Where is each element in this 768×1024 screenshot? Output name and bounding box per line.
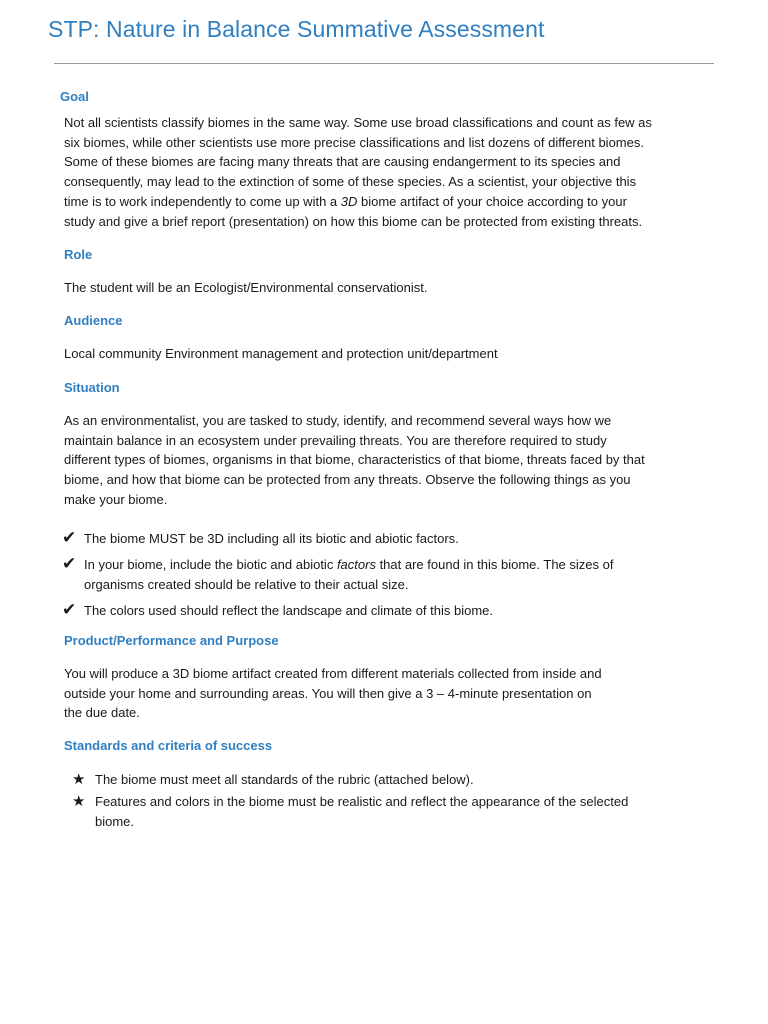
checklist-item-end: that are found in this biome. The sizes of: [375, 557, 614, 572]
situation-line-4: biome, and how that biome can be protected from any threats. Observe the following things as you: [64, 472, 631, 488]
standards-heading: Standards and criteria of success: [64, 738, 273, 753]
star-icon: ★: [72, 793, 86, 810]
goal-line-5: [64, 192, 714, 212]
standards-item-text: The biome must meet all standards of the rubric (attached below).: [95, 772, 474, 787]
document-title: STP: Nature in Balance Summative Assessment: [48, 16, 545, 42]
situation-heading: Situation: [64, 380, 120, 395]
audience-text: Local community Environment management and protection unit/department: [64, 346, 498, 361]
star-icon: ★: [72, 771, 86, 788]
goal-line-5-end: biome artifact of your choice according to your: [357, 193, 627, 209]
role-text: The student will be an Ecologist/Environmental conservationist.: [64, 280, 428, 295]
checkmark-icon: ✔: [62, 554, 77, 573]
goal-line-3: Some of these biomes are facing many threats that are causing endangerment to its species and: [64, 154, 621, 170]
situation-line-2: maintain balance in an ecosystem under prevailing threats. You are therefore required to study: [64, 432, 607, 448]
situation-line-5: make your biome.: [64, 491, 168, 507]
goal-paragraph: [64, 113, 714, 231]
product-line-1: You will produce a 3D biome artifact created from different materials collected from inside and: [64, 666, 602, 681]
situation-line-3: different types of biomes, organisms in that biome, characteristics of that biome, threats faced by that: [64, 452, 645, 468]
checklist-item-line-1: [84, 555, 613, 575]
standards-item-line-1: Features and colors in the biome must be realistic and reflect the appearance of the selected: [95, 794, 629, 809]
role-paragraph: [64, 278, 714, 298]
goal-line-6: study and give a brief report (presentation) on how this biome can be protected from existing threats.: [64, 213, 643, 229]
goal-heading: Goal: [60, 89, 89, 104]
checklist-item-emphasis: factors: [336, 557, 376, 572]
product-line-3: the due date.: [64, 705, 140, 721]
role-heading: Role: [64, 247, 93, 262]
checklist-item-text: [84, 555, 613, 594]
goal-line-1: Not all scientists classify biomes in the same way. Some use broad classifications and count as few as: [64, 115, 652, 130]
goal-line-4: consequently, may lead to the extinction of some of these species. As a scientist, your objective this: [64, 174, 637, 190]
audience-heading: Audience: [64, 313, 123, 328]
checklist-item-text: The biome MUST be 3D including all its biotic and abiotic factors.: [84, 531, 459, 546]
title-divider: [54, 63, 714, 64]
checkmark-icon: ✔: [62, 600, 77, 619]
standards-item-text: [95, 792, 628, 831]
situation-paragraph: [64, 411, 714, 510]
product-paragraph: [64, 664, 714, 723]
product-heading: Product/Performance and Purpose: [64, 633, 279, 648]
situation-line-1: As an environmentalist, you are tasked to study, identify, and recommend several ways how we: [64, 413, 612, 428]
audience-paragraph: [64, 344, 714, 364]
product-line-2: outside your home and surrounding areas. You will then give a 3 – 4-minute presentation on: [64, 685, 592, 701]
checklist-item-line-2: organisms created should be relative to their actual size.: [84, 576, 409, 592]
goal-line-2: six biomes, while other scientists use more precise classifications and list dozens of different biomes.: [64, 134, 644, 150]
goal-line-5-emphasis: 3D: [340, 193, 358, 209]
checkmark-icon: ✔: [62, 528, 77, 547]
standards-item-line-2: biome.: [95, 813, 135, 829]
checklist-item-start: In your biome, include the biotic and abiotic: [84, 557, 337, 572]
checklist-item-text: The colors used should reflect the landscape and climate of this biome.: [84, 603, 494, 618]
goal-line-5-start: time is to work independently to come up with a: [64, 193, 341, 209]
